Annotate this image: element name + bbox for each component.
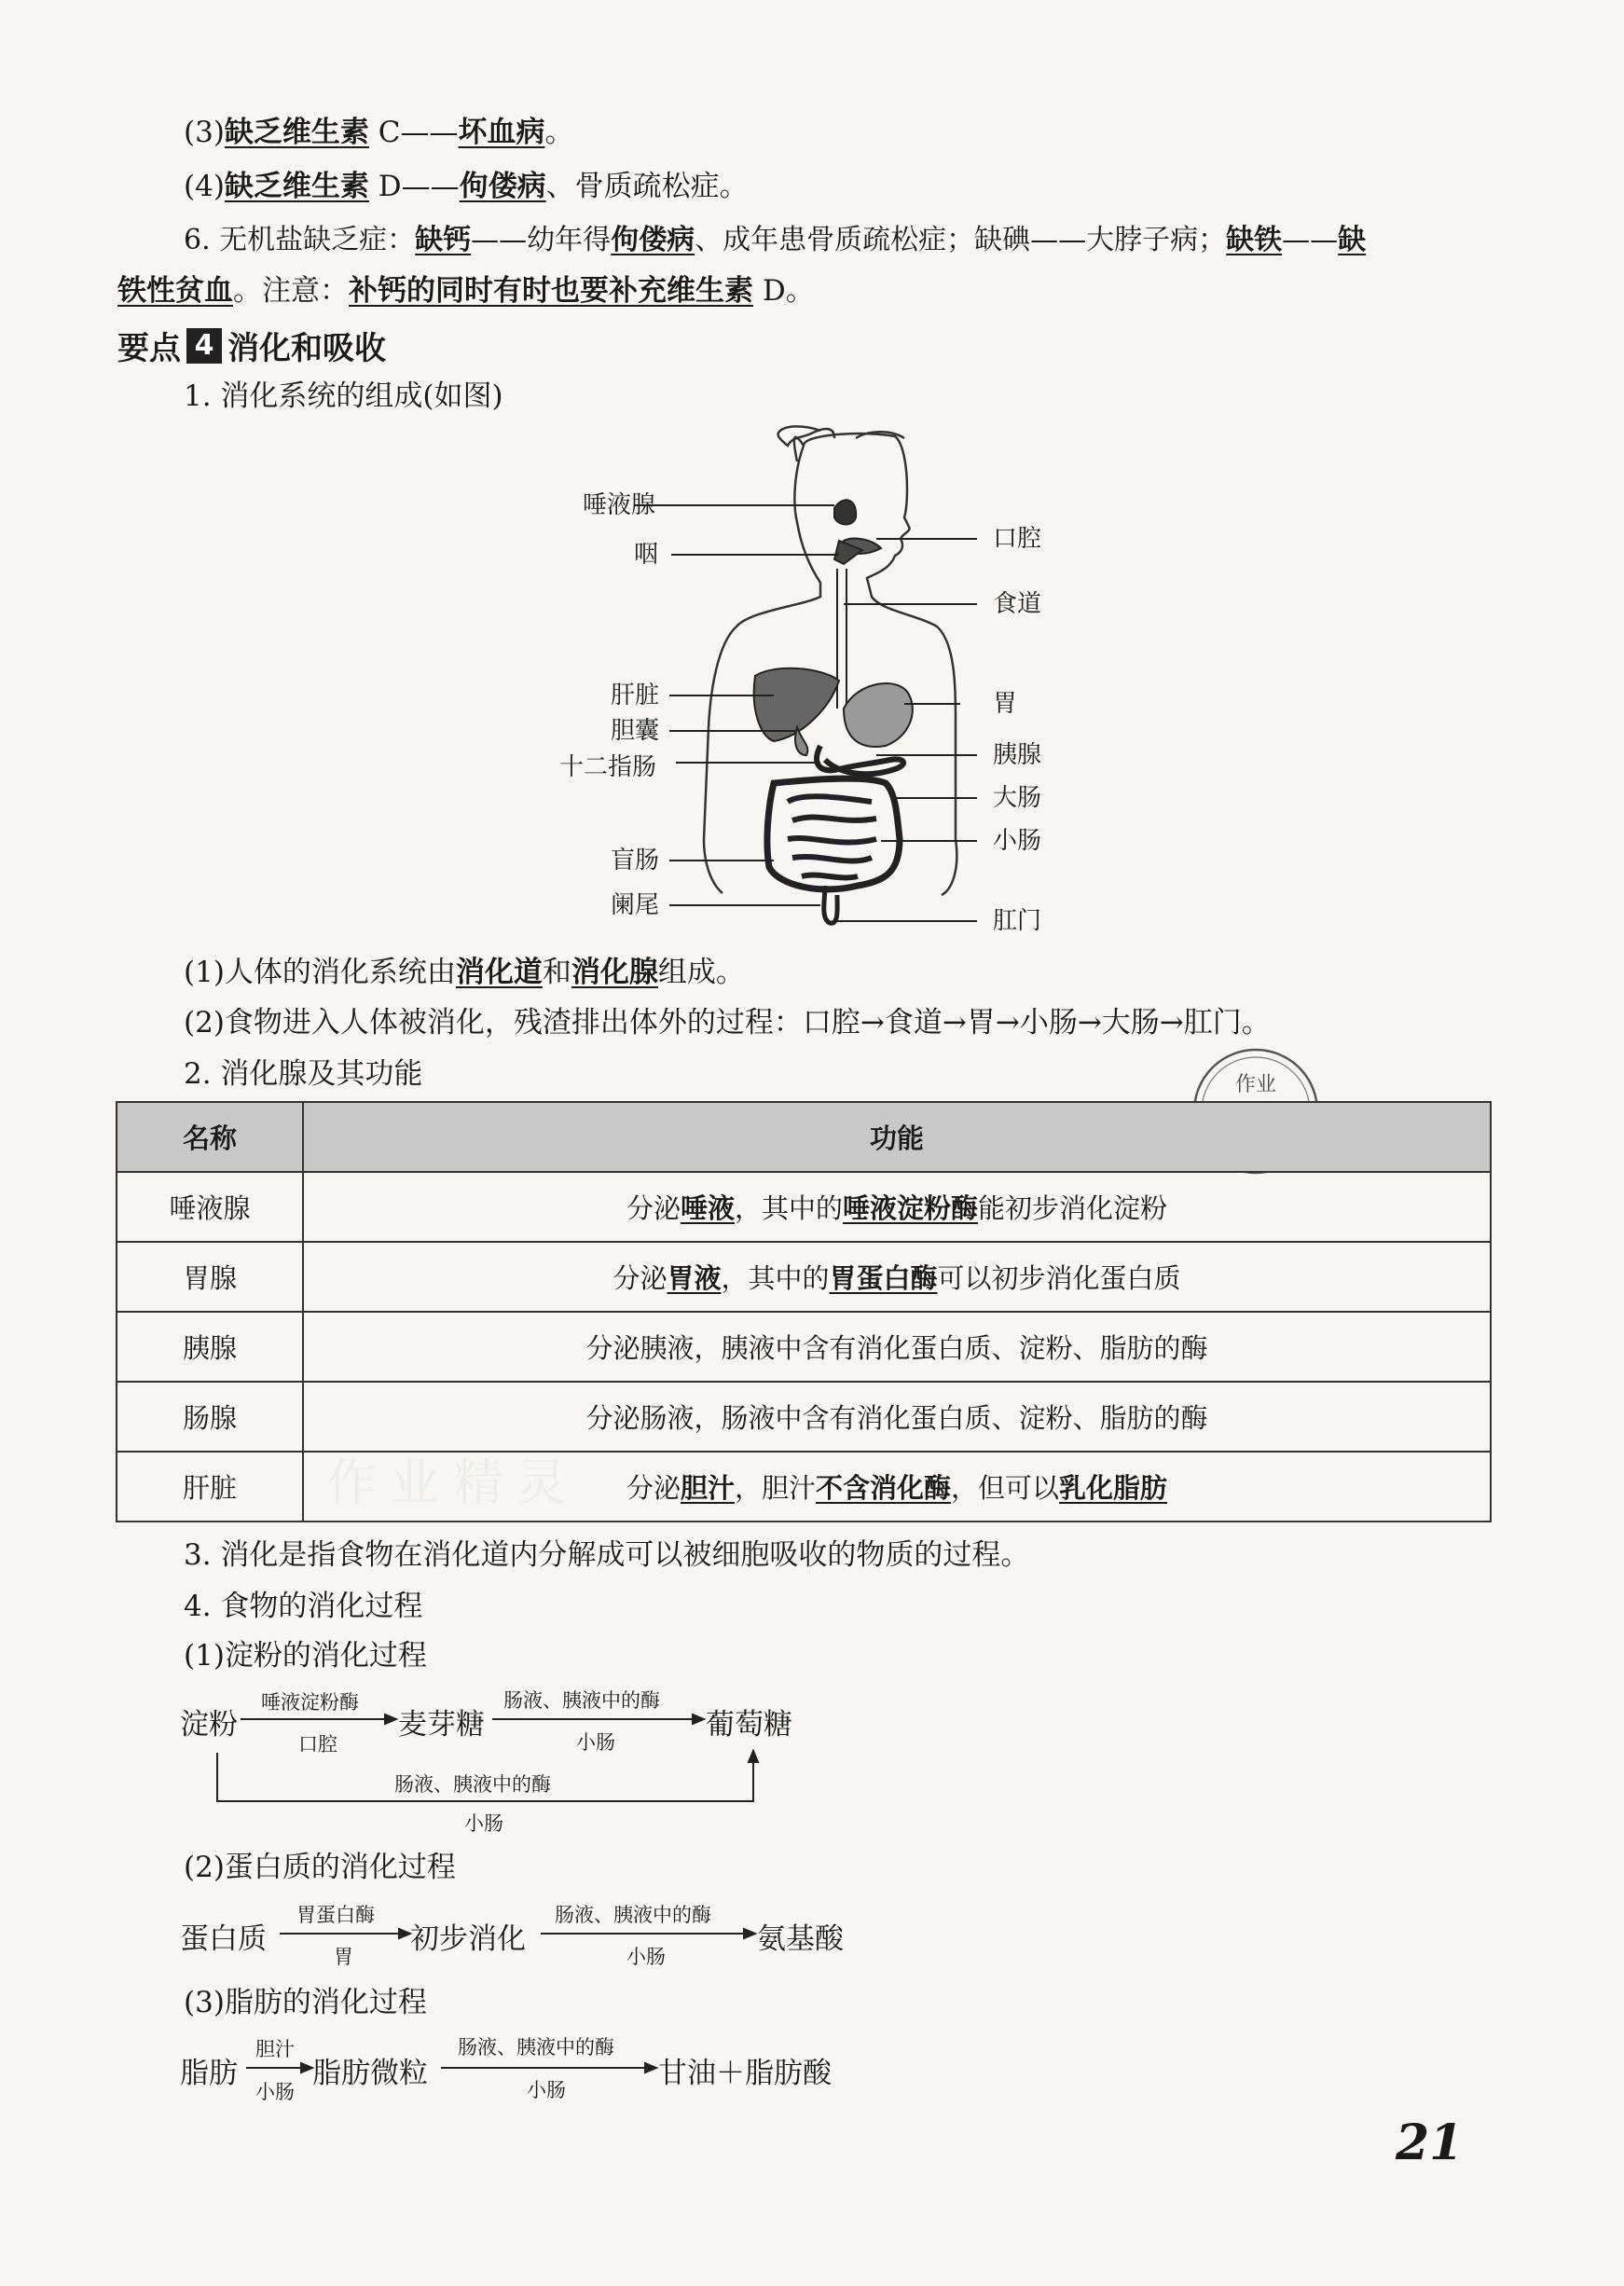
- gland-function: 分泌胃液，其中的胃蛋白酶可以初步消化蛋白质: [303, 1242, 1491, 1312]
- protein-node-protein: 蛋白质: [180, 1922, 267, 1956]
- blank-answer: 坏血病: [458, 116, 545, 149]
- digestive-gland-table: [116, 1101, 1492, 1522]
- starch-title: (1)淀粉的消化过程: [184, 1639, 427, 1673]
- table-row: [117, 1312, 1491, 1382]
- blank-answer: 缺铁: [1226, 224, 1283, 256]
- gland-name: 肝脏: [117, 1452, 303, 1522]
- text: ——幼年得: [471, 224, 612, 256]
- fat-node-fat-droplets: 脂肪微粒: [312, 2057, 428, 2090]
- starch-node-starch: 淀粉: [180, 1708, 238, 1742]
- label-duodenum: 十二指肠: [559, 753, 657, 781]
- fat-enzyme-1: 胆汁: [255, 2038, 295, 2060]
- gland-function: 分泌肠液，肠液中含有消化蛋白质、淀粉、脂肪的酶: [303, 1382, 1491, 1452]
- text: 和: [542, 956, 571, 989]
- text: 、骨质疏松症。: [545, 170, 749, 203]
- protein-enzyme-1: 胃蛋白酶: [296, 1904, 375, 1926]
- starch-site-2: 小肠: [576, 1731, 615, 1754]
- gland-function: 分泌胰液，胰液中含有消化蛋白质、淀粉、脂肪的酶: [303, 1312, 1491, 1382]
- flow-arrows: [0, 1659, 1624, 2107]
- text: 。: [544, 116, 574, 149]
- blank-answer: 铁性贫血: [117, 274, 233, 308]
- text: D——: [368, 170, 460, 203]
- blank-answer: 佝偻病: [611, 224, 695, 256]
- table-row: [117, 1452, 1491, 1522]
- protein-node-partial: 初步消化: [410, 1922, 526, 1956]
- starch-enzyme-1: 唾液淀粉酶: [261, 1691, 359, 1714]
- label-cecum: 盲肠: [611, 847, 660, 874]
- protein-site-1: 胃: [334, 1946, 353, 1968]
- blank-answer: 胃蛋白酶: [829, 1262, 938, 1294]
- para-food-path: (2)食物进入人体被消化，残渣排出体外的过程：口腔→食道→胃→小肠→大肠→肛门。: [184, 1006, 1271, 1040]
- label-pharynx: 咽: [634, 541, 659, 569]
- blank-answer: 缺: [1338, 224, 1367, 256]
- text: 6. 无机盐缺乏症：: [184, 224, 416, 256]
- label-appendix: 阑尾: [611, 891, 660, 919]
- para-digestive-system: [184, 954, 745, 991]
- blank-answer: 消化腺: [571, 956, 658, 989]
- header-function: 功能: [303, 1102, 1491, 1172]
- blank-answer: 不含消化酶: [816, 1472, 952, 1504]
- page-number: 21: [1396, 2114, 1464, 2171]
- sec2-title: 2. 消化腺及其功能: [184, 1057, 423, 1091]
- sec4-title: 4. 食物的消化过程: [184, 1590, 423, 1623]
- table-row: [117, 1242, 1491, 1312]
- blank-answer: 缺钙: [415, 224, 472, 256]
- label-pancreas: 胰腺: [993, 741, 1042, 769]
- label-anus: 肛门: [993, 907, 1042, 935]
- svg-text:作业: 作业: [1234, 1073, 1277, 1096]
- sec1-title: 1. 消化系统的组成(如图): [184, 379, 503, 413]
- gland-name: 唾液腺: [117, 1172, 303, 1242]
- blank-answer: 佝偻病: [459, 170, 546, 203]
- protein-site-2: 小肠: [626, 1946, 666, 1968]
- label-small-intestine: 小肠: [993, 827, 1042, 855]
- digestive-system-diagram: [0, 0, 1624, 951]
- label-oral-cavity: 口腔: [993, 525, 1042, 553]
- gland-name: 胰腺: [117, 1312, 303, 1382]
- label-salivary-gland: 唾液腺: [583, 491, 656, 519]
- protein-enzyme-2: 肠液、胰液中的酶: [555, 1904, 711, 1926]
- blank-answer: 唾液淀粉酶: [843, 1192, 979, 1224]
- text: 。: [785, 274, 815, 308]
- sec3-text: 3. 消化是指食物在消化道内分解成可以被细胞吸收的物质的过程。: [184, 1538, 1030, 1572]
- text: ——: [1282, 224, 1339, 256]
- fat-node-fat: 脂肪: [180, 2057, 238, 2090]
- gland-function: 分泌胆汁，胆汁不含消化酶，但可以乳化脂肪: [303, 1452, 1491, 1522]
- table-row: [117, 1382, 1491, 1452]
- starch-node-maltose: 麦芽糖: [398, 1708, 485, 1742]
- starch-site-1: 口腔: [298, 1733, 337, 1756]
- label-gallbladder: 胆囊: [611, 717, 660, 745]
- gland-name: 肠腺: [117, 1382, 303, 1452]
- protein-title: (2)蛋白质的消化过程: [184, 1851, 456, 1884]
- text: 、成年患骨质疏松症；缺碘——大脖子病；: [695, 224, 1227, 256]
- blank-answer: 消化道: [455, 956, 543, 989]
- starch-enzyme-2: 肠液、胰液中的酶: [503, 1689, 660, 1712]
- heading-title: 消化和吸收: [227, 330, 386, 367]
- blank-answer: 乳化脂肪: [1059, 1472, 1168, 1504]
- text: D: [753, 274, 786, 308]
- header-name: 名称: [117, 1102, 303, 1172]
- fat-site-1: 小肠: [255, 2081, 295, 2103]
- item-number: (4): [184, 170, 225, 203]
- item-number: (3): [184, 116, 225, 149]
- blank-answer: 唾液: [680, 1192, 735, 1224]
- fat-node-products: 甘油＋脂肪酸: [658, 2057, 832, 2090]
- starch-node-glucose: 葡萄糖: [706, 1708, 792, 1742]
- blank-answer: 胃液: [667, 1262, 722, 1294]
- starch-site-3: 小肠: [464, 1812, 503, 1835]
- text: 。注意：: [233, 274, 349, 308]
- heading-number-badge: 4: [186, 328, 222, 364]
- label-large-intestine: 大肠: [993, 784, 1042, 812]
- fat-enzyme-2: 肠液、胰液中的酶: [458, 2036, 614, 2059]
- blank-answer: 胆汁: [680, 1472, 735, 1504]
- label-stomach: 胃: [993, 690, 1018, 718]
- blank-answer: 缺乏维生素: [224, 116, 369, 149]
- fat-site-2: 小肠: [527, 2079, 566, 2101]
- fat-title: (3)脂肪的消化过程: [184, 1986, 427, 2019]
- blank-answer: 补钙的同时有时也要补充维生素: [349, 274, 753, 308]
- blank-answer: 缺乏维生素: [224, 170, 369, 203]
- watermark: 作业精灵: [326, 1453, 580, 1512]
- heading-prefix: 要点: [117, 330, 181, 367]
- label-liver: 肝脏: [611, 682, 660, 709]
- protein-node-amino-acid: 氨基酸: [757, 1922, 844, 1956]
- starch-enzyme-3: 肠液、胰液中的酶: [394, 1773, 551, 1796]
- table-row: [117, 1172, 1491, 1242]
- text: C——: [368, 116, 459, 149]
- gland-function: 分泌唾液，其中的唾液淀粉酶能初步消化淀粉: [303, 1172, 1491, 1242]
- label-esophagus: 食道: [993, 590, 1042, 618]
- text: 组成。: [657, 956, 745, 989]
- table-header-row: [117, 1102, 1491, 1172]
- gland-name: 胃腺: [117, 1242, 303, 1312]
- text: (1)人体的消化系统由: [184, 956, 456, 989]
